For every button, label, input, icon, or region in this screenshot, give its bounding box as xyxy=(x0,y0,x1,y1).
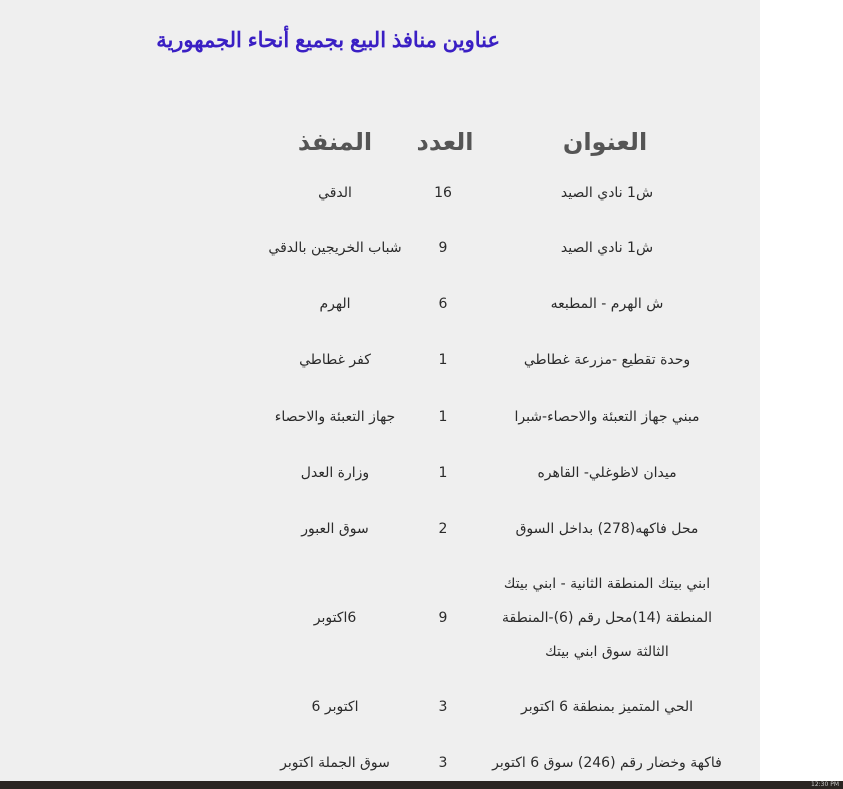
header-outlet: المنفذ xyxy=(297,128,373,156)
cell-address: ش الهرم - المطبعه xyxy=(550,296,664,312)
cell-address: مبني جهاز التعبئة والاحصاء-شبرا xyxy=(514,409,700,425)
cell-address: فاكهة وخضار رقم (246) سوق 6 اكتوبر xyxy=(492,755,722,771)
cell-count: 1 xyxy=(438,409,448,425)
cell-count: 3 xyxy=(438,699,448,715)
cell-outlet: 6اكتوبر xyxy=(313,610,357,626)
taskbar xyxy=(0,781,843,789)
cell-outlet: سوق الجملة اكتوبر xyxy=(280,755,390,771)
cell-outlet: شباب الخريجين بالدقي xyxy=(268,240,402,256)
cell-count: 9 xyxy=(438,240,448,256)
cell-count: 6 xyxy=(438,296,448,312)
cell-count: 1 xyxy=(438,465,448,481)
taskbar-clock[interactable]: 12:30 PM xyxy=(811,781,839,788)
cell-address xyxy=(470,567,744,669)
cell-address: ش1 نادي الصيد xyxy=(560,240,654,256)
cell-outlet: الدقي xyxy=(318,185,352,201)
header-address: العنوان xyxy=(562,128,648,156)
cell-address: ش1 نادي الصيد xyxy=(560,185,654,201)
cell-outlet: سوق العبور xyxy=(301,521,369,537)
cell-outlet: وزارة العدل xyxy=(300,465,370,481)
cell-count: 1 xyxy=(438,352,448,368)
header-count: العدد xyxy=(416,128,474,156)
cell-address: الحي المتميز بمنطقة 6 اكتوبر xyxy=(520,699,694,715)
cell-outlet: كفر غطاطي xyxy=(299,352,371,368)
cell-address-line: المنطقة (14)محل رقم (6)-المنطقة xyxy=(501,610,712,626)
cell-outlet: جهاز التعبئة والاحصاء xyxy=(274,409,396,425)
cell-count: 3 xyxy=(438,755,448,771)
cell-count: 9 xyxy=(438,610,448,626)
cell-address-line: الثالثة سوق ابني بيتك xyxy=(545,644,669,660)
cell-address-line: ابني بيتك المنطقة الثانية - ابني بيتك xyxy=(503,576,711,592)
page-title: عناوين منافذ البيع بجميع أنحاء الجمهورية xyxy=(156,29,500,52)
cell-count: 2 xyxy=(438,521,448,537)
cell-address: محل فاكهه(278) بداخل السوق xyxy=(515,521,699,537)
cell-outlet: اكتوبر 6 xyxy=(311,699,359,715)
cell-outlet: الهرم xyxy=(319,296,351,312)
cell-count: 16 xyxy=(434,185,452,201)
cell-address: ميدان لاظوغلي- القاهره xyxy=(537,465,677,481)
cell-address: وحدة تقطيع -مزرعة غطاطي xyxy=(523,352,691,368)
